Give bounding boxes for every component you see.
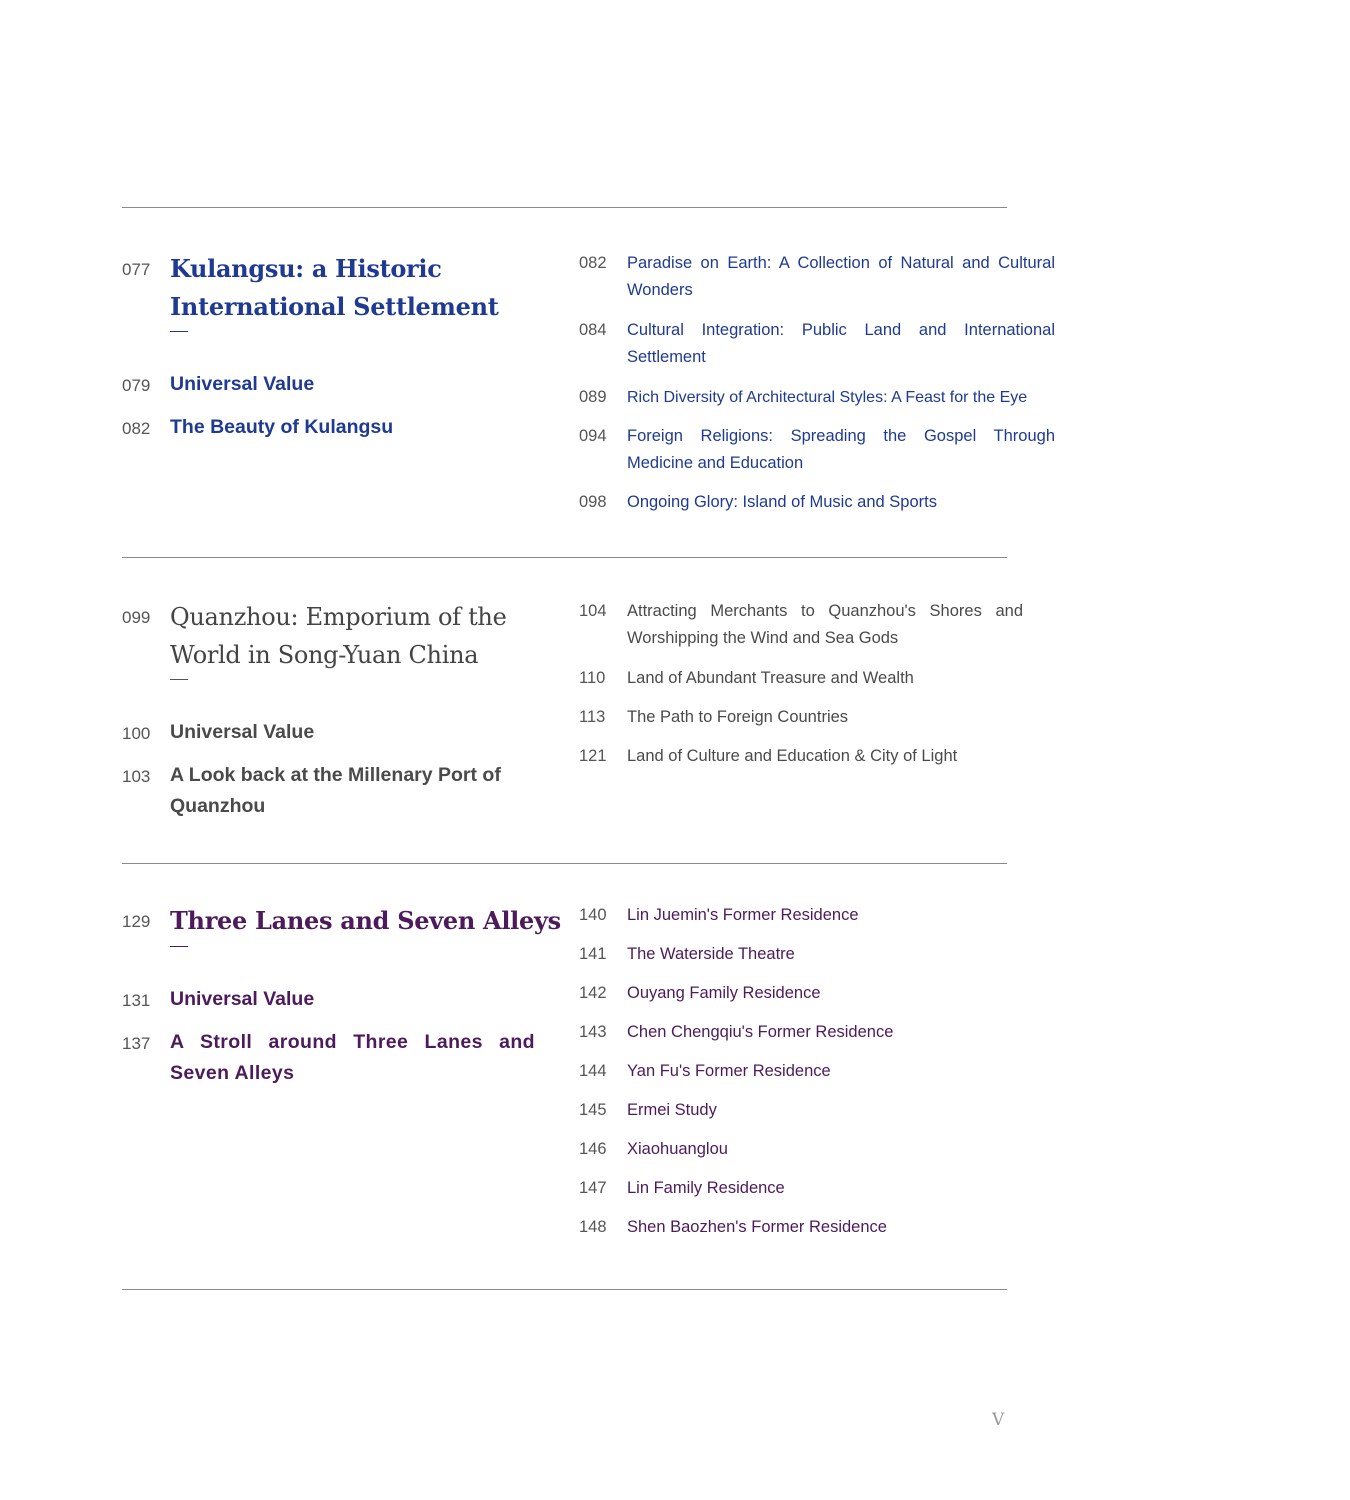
entry-page-number: 104 (579, 602, 607, 620)
sub-entry[interactable]: Universal Value (170, 988, 315, 1010)
sub-page-number: 103 (122, 767, 151, 786)
entry-page-number: 121 (579, 747, 607, 765)
section-page-number: 077 (122, 260, 151, 279)
sub-page-number: 082 (122, 419, 151, 438)
sub-entry[interactable]: A Look back at the Millenary Port of Quanzhou (170, 764, 501, 817)
section-page-number: 129 (122, 912, 151, 931)
entry-title: The Waterside Theatre (627, 945, 795, 963)
entry-title: Paradise on Earth: A Collection of Natural and Cultural Wonders (627, 254, 1055, 299)
entry-page-number: 084 (579, 321, 607, 339)
divider-bottom (122, 1289, 1007, 1290)
entry-page-number: 094 (579, 427, 607, 445)
entry-title: Cultural Integration: Public Land and International Settlement (627, 321, 1055, 366)
entry-page-number: 145 (579, 1101, 607, 1119)
sub-entry[interactable]: Universal Value (170, 373, 315, 395)
entry-page-number: 144 (579, 1062, 607, 1080)
section-title[interactable]: Three Lanes and Seven Alleys (170, 906, 561, 935)
divider-2 (122, 863, 1007, 864)
divider-top (122, 207, 1007, 208)
entry-title: Ouyang Family Residence (627, 984, 821, 1002)
sub-page-number: 100 (122, 724, 151, 743)
sub-page-number: 079 (122, 376, 151, 395)
sub-entry[interactable]: Universal Value (170, 721, 315, 743)
divider-1 (122, 557, 1007, 558)
entry-title: Lin Juemin's Former Residence (627, 906, 859, 924)
section-title[interactable]: Quanzhou: Emporium of the World in Song-Yuan China (170, 603, 507, 669)
entry-page-number: 098 (579, 493, 607, 511)
entry-page-number: 147 (579, 1179, 607, 1197)
entry-title: Shen Baozhen's Former Residence (627, 1218, 887, 1236)
entry-title: Lin Family Residence (627, 1179, 785, 1197)
entry-page-number: 113 (579, 708, 606, 726)
title-dash (170, 946, 188, 947)
entry-title: Attracting Merchants to Quanzhou's Shores and Worshipping the Wind and Sea Gods (627, 602, 1023, 647)
entry-page-number: 089 (579, 388, 607, 406)
entry-title: Yan Fu's Former Residence (627, 1062, 831, 1080)
entry-title: Ongoing Glory: Island of Music and Sports (627, 493, 937, 511)
entry-page-number: 143 (579, 1023, 607, 1041)
page-number: V (992, 1410, 1005, 1430)
section-title[interactable]: Kulangsu: a Historic International Settlement (170, 254, 499, 321)
entry-page-number: 148 (579, 1218, 607, 1236)
entry-page-number: 110 (579, 669, 606, 687)
entry-title: Foreign Religions: Spreading the Gospel Through Medicine and Education (627, 427, 1055, 472)
entry-page-number: 141 (579, 945, 607, 963)
entry-page-number: 082 (579, 254, 607, 272)
sub-entry[interactable]: A Stroll around Three Lanes and Seven Alleys (170, 1031, 535, 1084)
section-page-number: 099 (122, 608, 151, 627)
entry-title: Land of Abundant Treasure and Wealth (627, 669, 914, 687)
entry-page-number: 142 (579, 984, 607, 1002)
entry-page-number: 140 (579, 906, 607, 924)
entry-title: Ermei Study (627, 1101, 717, 1119)
sub-entry[interactable]: The Beauty of Kulangsu (170, 416, 394, 438)
title-dash (170, 331, 188, 332)
entry-title: Chen Chengqiu's Former Residence (627, 1023, 894, 1041)
title-dash (170, 679, 188, 680)
sub-page-number: 131 (122, 991, 151, 1010)
entry-title: Xiaohuanglou (627, 1140, 728, 1158)
entry-page-number: 146 (579, 1140, 607, 1158)
entry-title: The Path to Foreign Countries (627, 708, 849, 726)
sub-page-number: 137 (122, 1034, 151, 1053)
entry-title: Land of Culture and Education & City of Light (627, 747, 958, 765)
entry-title: Rich Diversity of Architectural Styles: A Feast for the Eye (627, 389, 1028, 406)
